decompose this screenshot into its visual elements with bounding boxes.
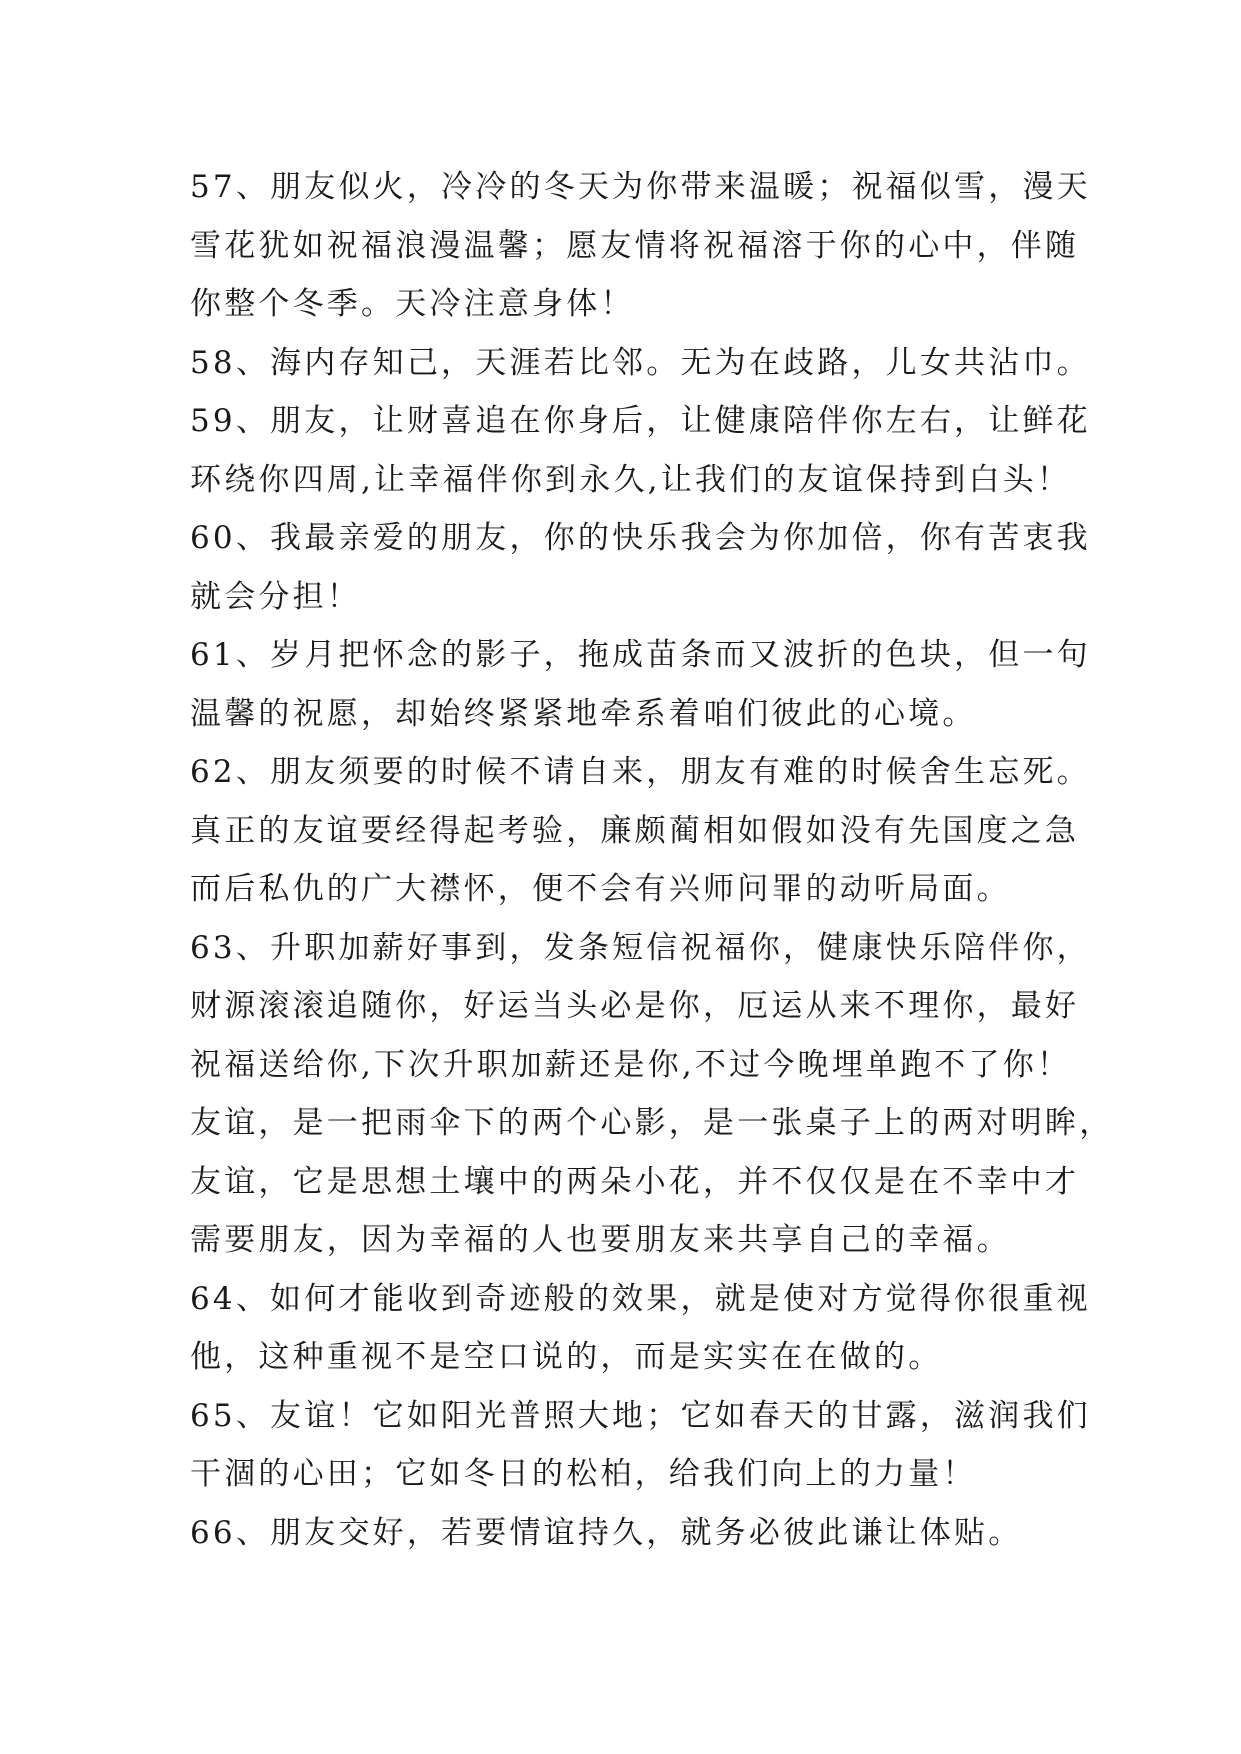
- text-line: 63、升职加薪好事到，发条短信祝福你，健康快乐陪伴你，: [190, 929, 1091, 966]
- text-line: 而后私仇的广大襟怀，便不会有兴师问罪的动听局面。: [190, 871, 1011, 907]
- text-line: 62、朋友须要的时候不请自来，朋友有难的时候舍生忘死。: [190, 754, 1091, 790]
- text-line: 真正的友谊要经得起考验，廉颇蔺相如假如没有先国度之急: [190, 812, 1080, 849]
- text-line: 友谊，是一把雨伞下的两个心影，是一张桌子上的两对明眸，: [190, 1105, 1114, 1141]
- text-line: 需要朋友，因为幸福的人也要朋友来共享自己的幸福。: [190, 1222, 1011, 1258]
- text-line: 友谊，它是思想土壤中的两朵小花，并不仅仅是在不幸中才: [190, 1163, 1080, 1200]
- text-line: 祝福送给你,下次升职加薪还是你,不过今晚埋单跑不了你！: [190, 1046, 1072, 1083]
- text-line: 环绕你四周,让幸福伴你到永久,让我们的友谊保持到白头！: [190, 461, 1072, 498]
- text-line: 57、朋友似火，冷冷的冬天为你带来温暖；祝福似雪，漫天: [190, 169, 1091, 205]
- text-line: 财源滚滚追随你，好运当头必是你，厄运从来不理你，最好: [190, 988, 1080, 1024]
- text-line: 60、我最亲爱的朋友，你的快乐我会为你加倍，你有苦衷我: [190, 520, 1091, 556]
- text-line: 61、岁月把怀念的影子，拖成苗条而又波折的色块，但一句: [190, 637, 1091, 673]
- text-line: 温馨的祝愿，却始终紧紧地牵系着咱们彼此的心境。: [190, 695, 977, 732]
- text-line: 雪花犹如祝福浪漫温馨；愿友情将祝福溶于你的心中，伴随: [190, 227, 1080, 264]
- text-line: 就会分担！: [190, 578, 361, 615]
- text-line: 59、朋友，让财喜追在你身后，让健康陪伴你左右，让鲜花: [190, 403, 1091, 439]
- text-line: 64、如何才能收到奇迹般的效果，就是使对方觉得你很重视: [190, 1280, 1091, 1317]
- document-body: [190, 158, 1114, 1562]
- text-line: 干涸的心田；它如冬日的松柏，给我们向上的力量！: [190, 1456, 977, 1492]
- text-line: 你整个冬季。天冷注意身体！: [190, 286, 635, 322]
- text-line: 他，这种重视不是空口说的，而是实实在在做的。: [190, 1339, 943, 1375]
- text-line: 58、海内存知己，天涯若比邻。无为在歧路，儿女共沾巾。: [190, 344, 1091, 381]
- text-line: 66、朋友交好，若要情谊持久，就务必彼此谦让体贴。: [190, 1514, 1023, 1551]
- text-line: 65、友谊！它如阳光普照大地；它如春天的甘露，滋润我们: [190, 1397, 1091, 1434]
